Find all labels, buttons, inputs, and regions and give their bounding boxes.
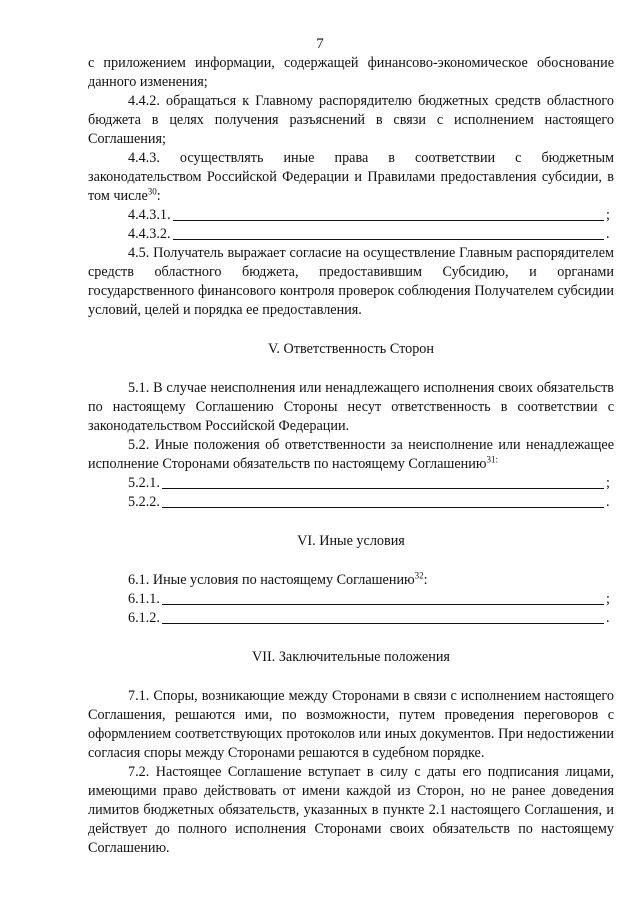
paragraph-4-4-3 — [88, 149, 614, 206]
item-number-4-4-3-1: 4.4.3.1. — [128, 207, 171, 223]
paragraph-7-1: 7.1. Споры, возникающие между Сторонами в связи с исполнением настоящего Соглашения, решаются ими, по возможности, путем проведения переговоров с оформлением соответствующих протоколов или иных документов. При недостижении согласия споры между Сторонами решаются в судебном порядке. — [88, 688, 614, 761]
footnote-ref-31: 31: — [486, 454, 498, 465]
section-heading-5: V. Ответственность Сторон — [268, 341, 434, 357]
paragraph-6-1-text: 6.1. Иные условия по настоящему Соглашению — [128, 572, 415, 588]
paragraph-continuation: с приложением информации, содержащей финансово-экономическое обоснование данного изменения; — [88, 55, 614, 90]
paragraph-5-2-text: 5.2. Иные положения об ответственности за неисполнение или ненадлежащее исполнение Сторонами обязательств по настоящему Соглашению — [88, 437, 614, 472]
line-end-mark: . — [606, 610, 610, 626]
fill-line-4-4-3-2 — [88, 225, 614, 244]
blank-line — [173, 238, 604, 240]
blank-line — [162, 506, 604, 508]
paragraph-7-2: 7.2. Настоящее Соглашение вступает в силу с даты его подписания лицами, имеющими право действовать от имени каждой из Сторон, но не ранее доведения лимитов бюджетных обязательств, указанных в пункте 2.1 настоящего Соглашения, и действует до полного исполнения Сторонами своих обязательств по настоящему Соглашению. — [88, 764, 614, 856]
paragraph-6-1 — [88, 571, 614, 590]
section-heading-7: VII. Заключительные положения — [252, 649, 450, 665]
paragraph-6-1-end: : — [423, 572, 428, 588]
footnote-ref-30: 30 — [147, 186, 157, 197]
blank-line — [162, 603, 604, 605]
blank-line — [162, 487, 604, 489]
paragraph-5-1: 5.1. В случае неисполнения или ненадлежащего исполнения своих обязательств по настоящему Соглашению Стороны несут ответственность в соответствии с законодательством Российской Федерации. — [88, 380, 614, 434]
item-number-6-1-2: 6.1.2. — [128, 610, 160, 626]
line-end-mark: ; — [606, 207, 610, 223]
paragraph-4-4-3-text: 4.4.3. осуществлять иные права в соответствии с бюджетным законодательством Российской Федерации и Правилами предоставления субсидии, в том числе — [88, 150, 614, 204]
paragraph-4-4-3-end: : — [156, 188, 161, 204]
section-heading-6: VI. Иные условия — [297, 533, 405, 549]
fill-line-5-2-2 — [88, 493, 614, 512]
paragraph-5-2 — [88, 436, 614, 474]
paragraph-4-4-2: 4.4.2. обращаться к Главному распорядителю бюджетных средств областного бюджета в целях получения разъяснений в связи с исполнением настоящего Соглашения; — [88, 93, 614, 147]
blank-line — [162, 622, 604, 624]
fill-line-6-1-2 — [88, 609, 614, 628]
line-end-mark: ; — [606, 591, 610, 607]
item-number-5-2-1: 5.2.1. — [128, 475, 160, 491]
item-number-5-2-2: 5.2.2. — [128, 494, 160, 510]
line-end-mark: ; — [606, 475, 610, 491]
fill-line-6-1-1 — [88, 590, 614, 609]
item-number-6-1-1: 6.1.1. — [128, 591, 160, 607]
blank-line — [173, 219, 604, 221]
footnote-ref-32: 32 — [414, 570, 424, 581]
line-end-mark: . — [606, 226, 610, 242]
line-end-mark: . — [606, 494, 610, 510]
page-number: 7 — [316, 36, 324, 52]
paragraph-4-5: 4.5. Получатель выражает согласие на осуществление Главным распорядителем средств областного бюджета, предоставившим Субсидию, и органами государственного финансового контроля проверок соблюдения Получателем субсидии условий, целей и порядка ее предоставления. — [88, 245, 614, 318]
item-number-4-4-3-2: 4.4.3.2. — [128, 226, 171, 242]
fill-line-5-2-1 — [88, 474, 614, 493]
fill-line-4-4-3-1 — [88, 206, 614, 225]
document-body — [88, 54, 614, 858]
